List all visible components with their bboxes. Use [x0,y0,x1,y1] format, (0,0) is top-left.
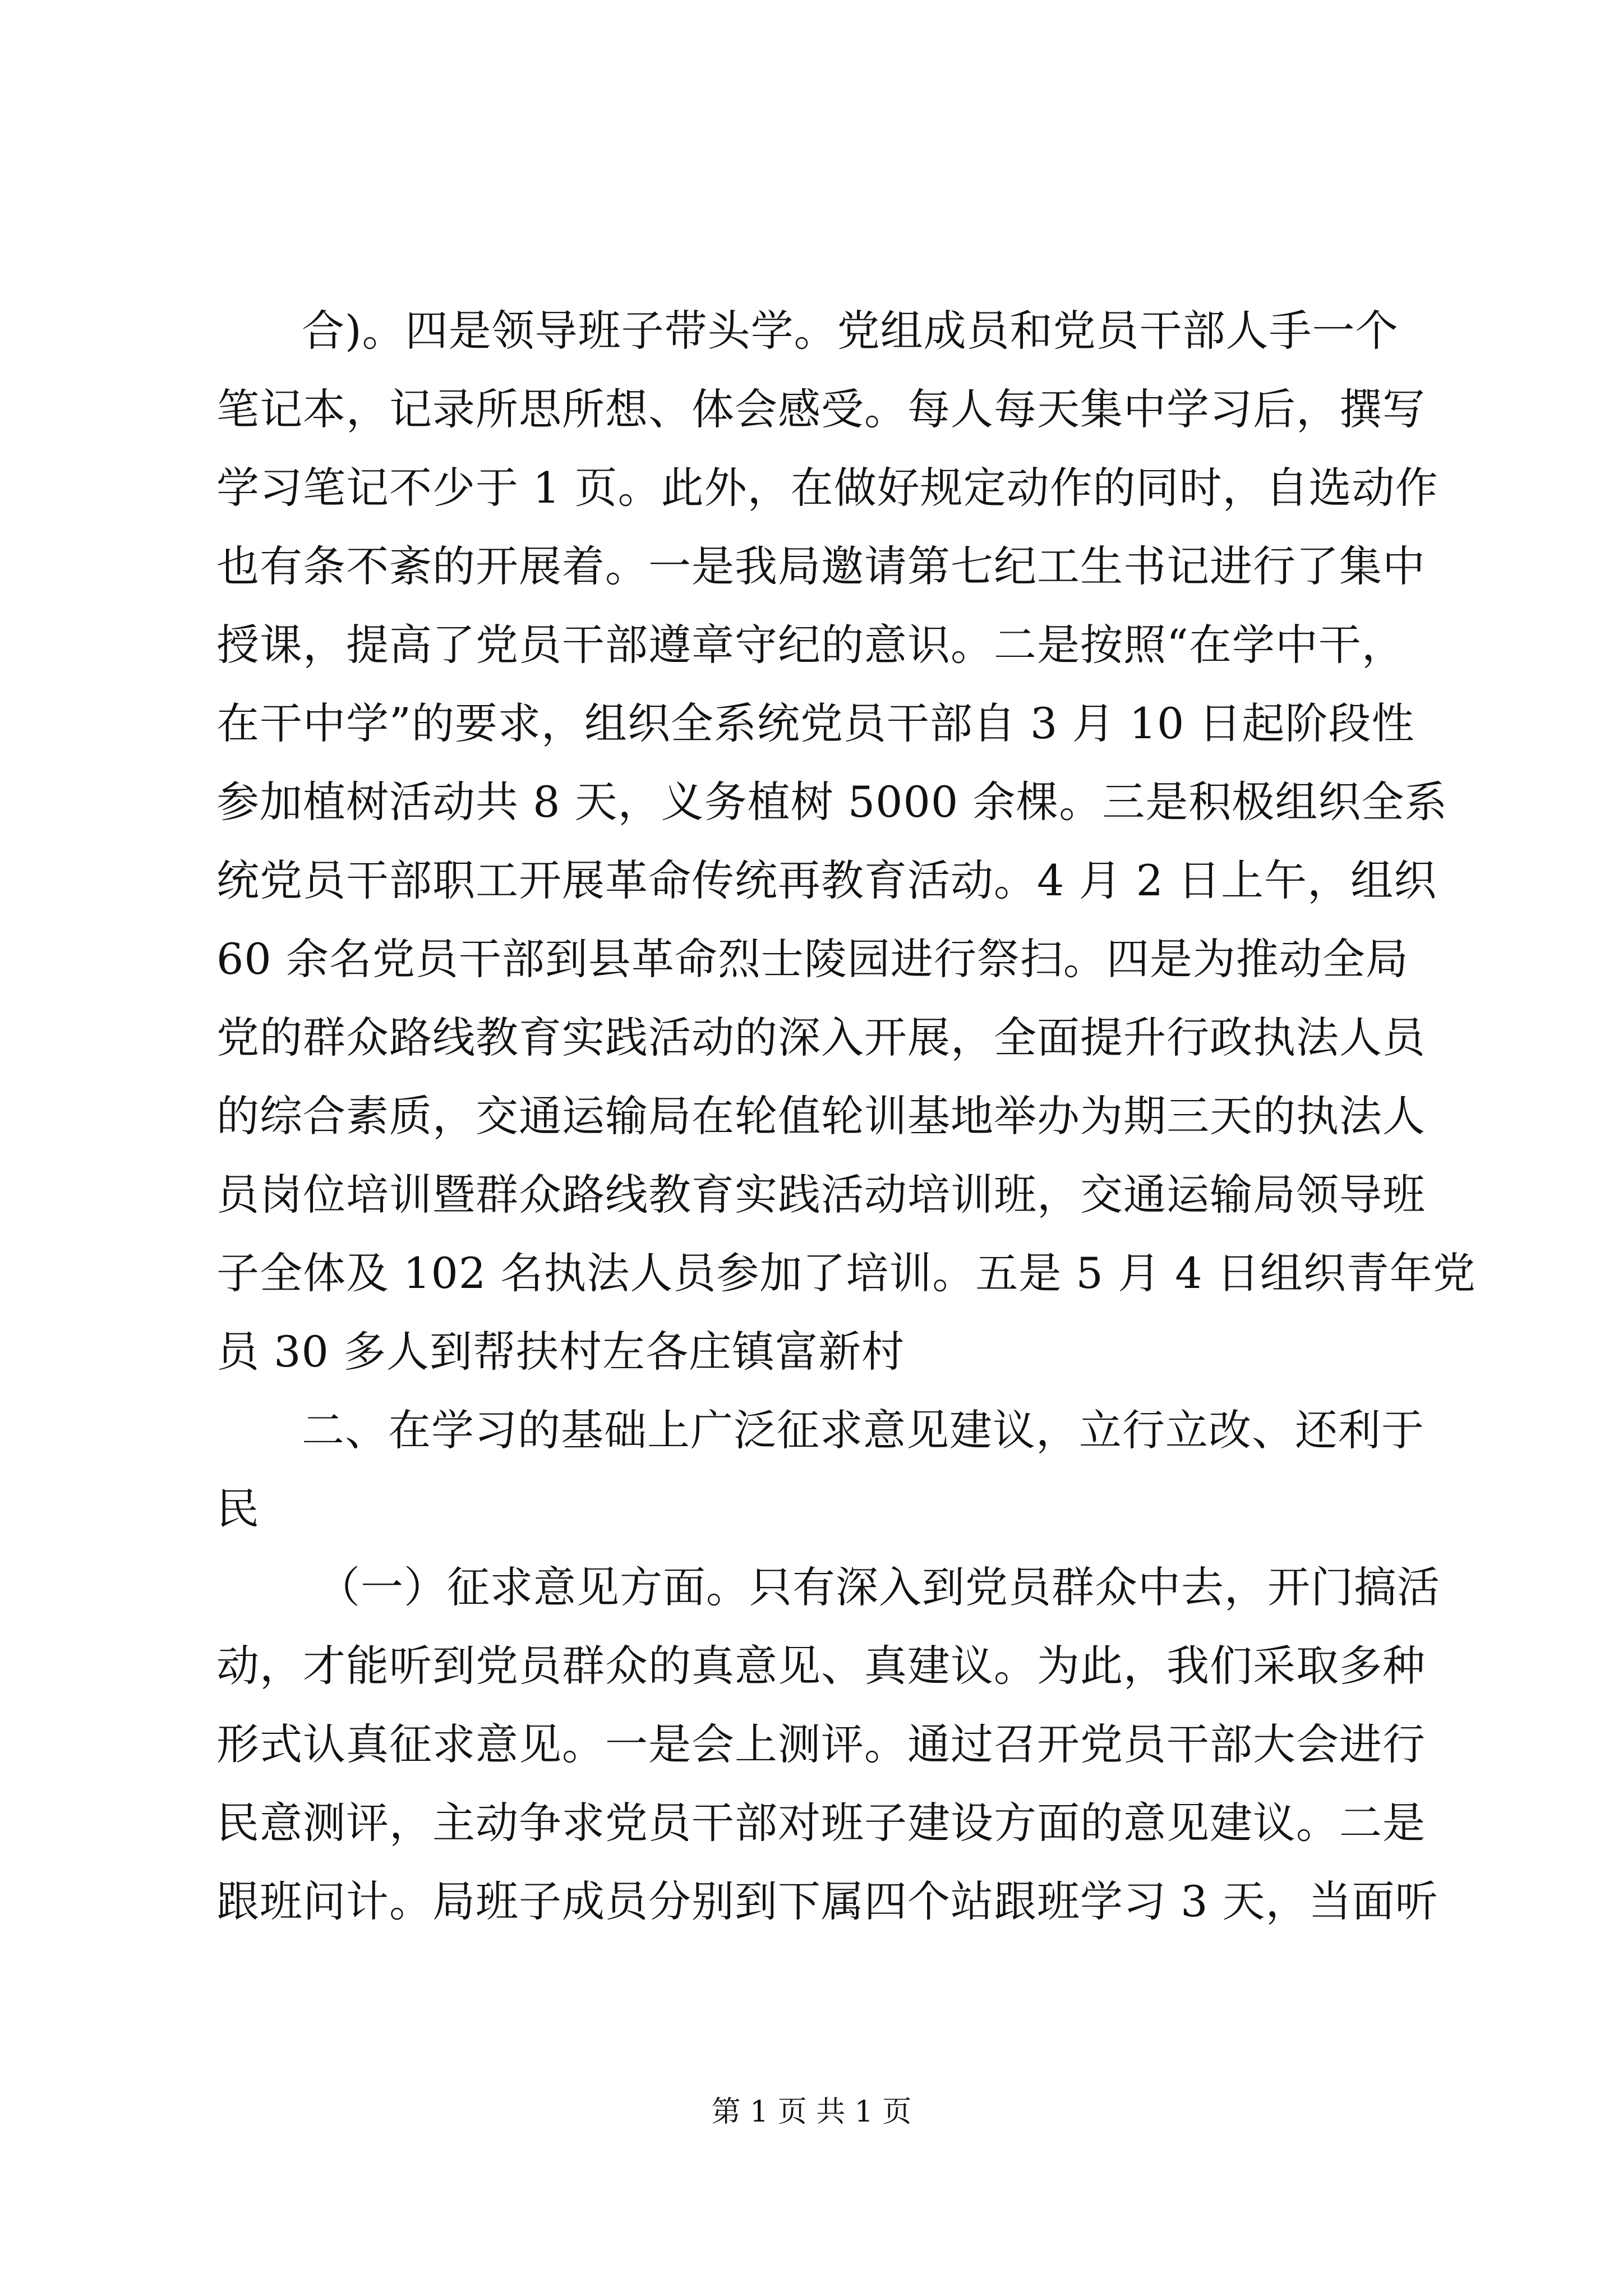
page-footer: 第 1 页 共 1 页 [711,2095,912,2129]
paragraph-line: 学习笔记不少于 1 页。此外，在做好规定动作的同时，自选动作 [216,463,1438,513]
paragraph-line: 跟班问计。局班子成员分别到下属四个站跟班学习 3 天，当面听 [216,1876,1438,1926]
paragraph-line: 形式认真征求意见。一是会上测评。通过召开党员干部大会进行 [216,1719,1426,1769]
paragraph-line: 子全体及 102 名执法人员参加了培训。五是 5 月 4 日组织青年党 [216,1248,1476,1298]
document-body [216,292,1476,1941]
paragraph-line: 60 余名党员干部到县革命烈士陵园进行祭扫。四是为推动全局 [216,934,1409,984]
paragraph-line: 笔记本，记录所思所想、体会感受。每人每天集中学习后，撰写 [216,384,1426,434]
paragraph-line: 员岗位培训暨群众路线教育实践活动培训班，交通运输局领导班 [216,1170,1426,1220]
paragraph-line: （一）征求意见方面。只有深入到党员群众中去，开门搞活 [317,1562,1440,1612]
section-heading-line: 二、在学习的基础上广泛征求意见建议，立行立改、还利于 [302,1405,1424,1455]
section-heading-line: 民 [216,1484,260,1534]
paragraph-line: 员 30 多人到帮扶村左各庄镇富新村 [216,1327,905,1377]
paragraph-line: 民意测评，主动争求党员干部对班子建设方面的意见建议。二是 [216,1798,1426,1848]
paragraph-line: 统党员干部职工开展革命传统再教育活动。4 月 2 日上午，组织 [216,855,1437,905]
paragraph-line: 合)。四是领导班子带头学。党组成员和党员干部人手一个 [302,306,1399,356]
paragraph-line: 党的群众路线教育实践活动的深入开展，全面提升行政执法人员 [216,1013,1426,1062]
paragraph-line: 授课，提高了党员干部遵章守纪的意识。二是按照“在学中干， [216,620,1405,670]
paragraph-line: 也有条不紊的开展着。一是我局邀请第七纪工生书记进行了集中 [216,541,1426,591]
paragraph-line: 在干中学”的要求，组织全系统党员干部自 3 月 10 日起阶段性 [216,698,1415,748]
paragraph-line: 的综合素质，交通运输局在轮值轮训基地举办为期三天的执法人 [216,1091,1426,1141]
paragraph-line: 参加植树活动共 8 天，义务植树 5000 余棵。三是积极组织全系 [216,777,1448,827]
paragraph-line: 动，才能听到党员群众的真意见、真建议。为此，我们采取多种 [216,1641,1426,1691]
